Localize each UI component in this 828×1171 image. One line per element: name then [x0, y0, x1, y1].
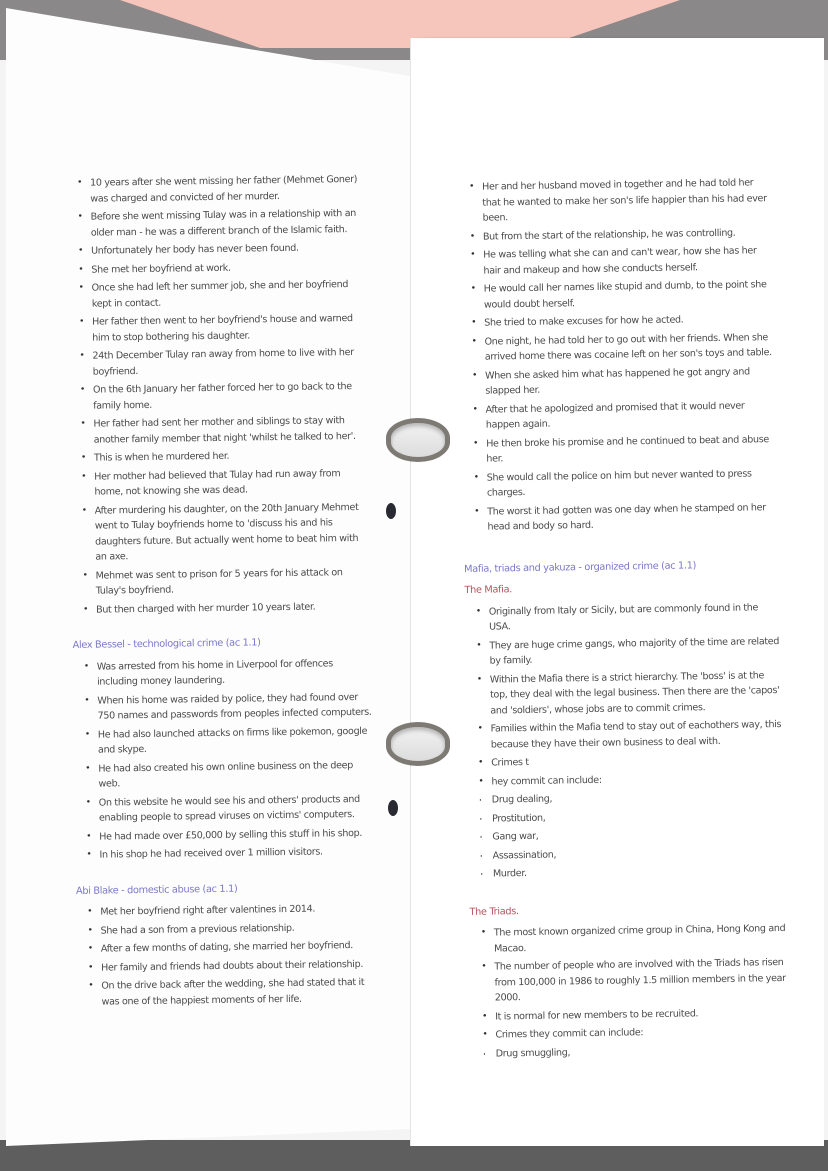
- list-item: • After a few months of dating, she married her boyfriend.: [101, 938, 377, 957]
- list-item: · Gang war,: [492, 825, 784, 845]
- binder-ring-icon: [386, 722, 450, 766]
- list-item: • He would call her names like stupid and dumb, to the point she would doubt herself.: [484, 277, 776, 313]
- list-item: • Before she went missing Tulay was in a relationship with an older man - he was a different branch of the Islamic faith.: [90, 206, 366, 241]
- mafia-bullet-list: [465, 599, 785, 882]
- list-item: • But from the start of the relationship, he was controlling.: [483, 225, 775, 245]
- list-item: • She tried to make excuses for how he acted.: [484, 311, 776, 331]
- list-item: • Her father had sent her mother and siblings to stay with another family member that night 'whilst he talked to her'.: [93, 413, 369, 448]
- list-item: • He had also launched attacks on firms like pokemon, google and skype.: [98, 723, 374, 758]
- list-item: · Prostitution,: [492, 806, 784, 826]
- list-item: • She would call the police on him but never wanted to press charges.: [487, 466, 779, 502]
- list-item: • Was arrested from his home in Liverpool for offences including money laundering.: [97, 655, 373, 690]
- list-item: · Assassination,: [492, 843, 784, 863]
- section-heading-abi-blake: Abi Blake - domestic abuse (ac 1.1): [75, 883, 238, 897]
- list-item: • Her family and friends had doubts about their relationship.: [101, 956, 377, 975]
- list-item: • She met her boyfriend at work.: [91, 258, 367, 277]
- list-item: · Drug smuggling,: [496, 1041, 788, 1061]
- list-item: • He then broke his promise and he continued to beat and abuse her.: [486, 432, 778, 468]
- list-item: • Her mother had believed that Tulay had run away from home, not knowing she was dead.: [94, 465, 370, 500]
- list-item: • Her father then went to her boyfriend's house and warned him to stop bothering his daughter.: [92, 311, 368, 346]
- binder-ring-icon: [386, 418, 450, 462]
- list-item: • Within the Mafia there is a strict hierarchy. The 'boss' is at the top, they deal with the legal business. Then there are the 'capos' and 'soldiers', whose jobs are to commit crimes.: [490, 667, 783, 718]
- list-item: • Once she had left her summer job, she and her boyfriend kept in contact.: [91, 277, 367, 312]
- list-item: • 10 years after she went missing her father (Mehmet Goner) was charged and convicted of her murder.: [90, 172, 366, 207]
- list-item: • When his home was raided by police, they had found over 750 names and passwords from peoples infected computers.: [97, 689, 373, 724]
- list-item: • On the 6th January her father forced her to go back to the family home.: [93, 379, 369, 414]
- list-item: • One night, he had told her to go out with her friends. When she arrived home there was cocaine left on her son's toys and table.: [484, 330, 776, 366]
- alex-bullet-list: [73, 655, 376, 863]
- right-page-content: [458, 175, 788, 1065]
- list-item: • He was telling what she can and can't wear, how she has her hair and makeup and how she conducts herself.: [483, 243, 775, 279]
- punch-hole-icon: [388, 800, 398, 816]
- section-heading-organized-crime: Mafia, triads and yakuza - organized crime (ac 1.1): [464, 559, 697, 575]
- triads-bullet-list: [470, 921, 788, 1062]
- list-item: • Crimes t: [491, 751, 783, 771]
- abi-bullet-list: [76, 901, 377, 1010]
- list-item: • He had made over £50,000 by selling this stuff in his shop.: [99, 825, 375, 844]
- list-item: • She had a son from a previous relationship.: [100, 919, 376, 938]
- list-item: · Murder.: [493, 862, 785, 882]
- section-heading-alex-bessel: Alex Bessel - technological crime (ac 1.1): [72, 637, 261, 651]
- list-item: • hey commit can include:: [491, 769, 783, 789]
- binder-fold: [410, 38, 411, 1146]
- list-item: • But then charged with her murder 10 years later.: [96, 598, 372, 617]
- list-item: · Drug dealing,: [492, 788, 784, 808]
- list-item: • The number of people who are involved with the Triads has risen from 100,000 in 1986 to roughly 1.5 million members in the year 2000.: [494, 955, 787, 1006]
- list-item: • When she asked him what has happened he got angry and slapped her.: [485, 364, 777, 400]
- left-page-content: [66, 172, 378, 1013]
- subheading-triads: The Triads.: [469, 905, 519, 918]
- list-item: • Families within the Mafia tend to stay out of eachothers way, this because they have their own business to deal with.: [491, 717, 783, 753]
- list-item: • Originally from Italy or Sicily, but are commonly found in the USA.: [489, 599, 781, 635]
- list-item: • The worst it had gotten was one day when he stamped on her head and body so hard.: [487, 499, 779, 535]
- list-item: • On this website he would see his and others' products and enabling people to spread viruses on victims' computers.: [99, 791, 375, 826]
- list-item: • It is normal for new members to be recruited.: [495, 1004, 787, 1024]
- list-item: • Met her boyfriend right after valentines in 2014.: [100, 901, 376, 920]
- list-item: • Her and her husband moved in together and he had told her that he wanted to make her son's life happier than his had ever been.: [482, 175, 775, 226]
- list-item: • This is when he murdered her.: [94, 447, 370, 466]
- list-item: • The most known organized crime group in China, Hong Kong and Macao.: [494, 921, 786, 957]
- list-item: • In his shop he had received over 1 million visitors.: [99, 844, 375, 863]
- list-item: • They are huge crime gangs, who majority of the time are related by family.: [489, 633, 781, 669]
- list-item: • He had also created his own online business on the deep web.: [98, 757, 374, 792]
- abi-continued-list: [458, 175, 780, 535]
- list-item: • After murdering his daughter, on the 20th January Mehmet went to Tulay boyfriends home to 'discuss his and his daughters future. But actually went home to beat him with an axe.: [95, 499, 372, 565]
- list-item: • On the drive back after the wedding, she had stated that it was one of the happiest moments of her life.: [101, 975, 377, 1010]
- tulay-bullet-list: [66, 172, 372, 618]
- list-item: • Crimes they commit can include:: [495, 1023, 787, 1043]
- list-item: • After that he apologized and promised that it would never happen again.: [485, 398, 777, 434]
- list-item: • Mehmet was sent to prison for 5 years for his attack on Tulay's boyfriend.: [95, 564, 371, 599]
- list-item: • Unfortunately her body has never been found.: [91, 240, 367, 259]
- subheading-mafia: The Mafia.: [464, 584, 513, 596]
- list-item: • 24th December Tulay ran away from home to live with her boyfriend.: [92, 345, 368, 380]
- punch-hole-icon: [386, 503, 396, 519]
